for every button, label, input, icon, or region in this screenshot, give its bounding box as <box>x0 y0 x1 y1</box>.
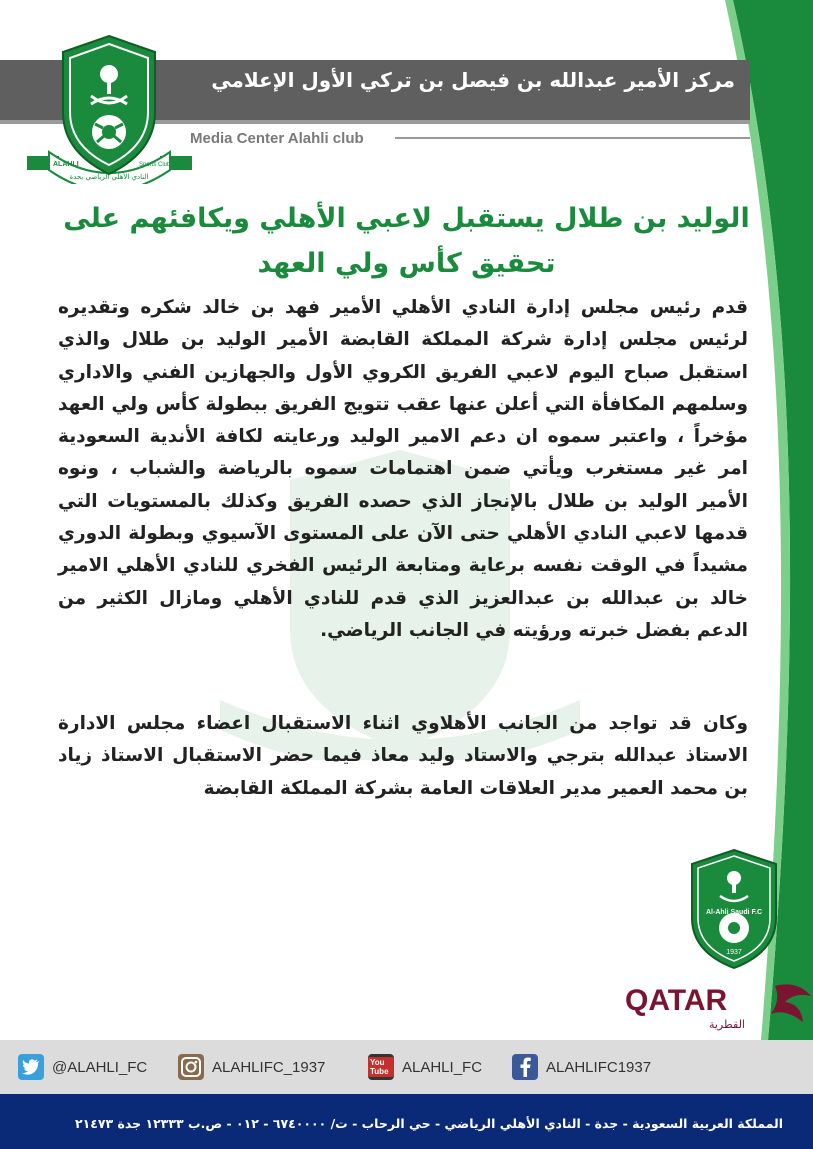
footer-address: المملكة العربية السعودية - جدة - النادي الأهلي الرياضي - حي الرحاب - ت/ ٦٧٤٠٠٠٠ - ٠١٢ - ص.ب ١٢٣٣٣ جدة ٢١٤٧٣ <box>75 1116 783 1131</box>
twitter-handle: @ALAHLI_FC <box>52 1058 148 1076</box>
crest-year: 1937 <box>726 949 742 956</box>
logo-text-left: ALAHLI <box>53 161 79 168</box>
social-twitter[interactable] <box>18 1054 147 1080</box>
twitter-icon <box>18 1054 44 1080</box>
crest-text: Al-Ahli Saudi F.C <box>706 909 762 916</box>
youtube-icon <box>368 1054 394 1080</box>
social-facebook[interactable] <box>512 1054 651 1080</box>
sponsor-sub: القطرية <box>708 1018 745 1031</box>
headline: الوليد بن طلال يستقبل لاعبي الأهلي ويكافئهم على تحقيق كأس ولي العهد <box>63 203 750 279</box>
body-paragraph-2: وكان قد تواجد من الجانب الأهلاوي اثناء الاستقبال اعضاء مجلس الادارة الاستاذ عبدالله بترجي والاستاد وليد معاذ فيما حضر الاستقبال الاستاذ زياد بن محمد العمير مدير العلاقات العامة بشركة المملكة القابضة <box>58 713 748 799</box>
sponsor-name: QATAR <box>625 984 728 1017</box>
alahli-club-logo <box>27 34 192 184</box>
instagram-icon <box>178 1054 204 1080</box>
social-youtube[interactable] <box>368 1054 482 1080</box>
header-subtitle: Media Center Alahli club <box>190 130 364 147</box>
logo-text-right: Sports Club <box>139 162 171 168</box>
youtube-handle: ALAHLI_FC <box>402 1058 483 1076</box>
facebook-icon <box>512 1054 538 1080</box>
header-title: مركز الأمير عبدالله بن فيصل بن تركي الأول الإعلامي <box>211 68 735 92</box>
instagram-handle: ALAHLIFC_1937 <box>212 1058 326 1076</box>
header-divider <box>395 137 750 139</box>
youtube-icon-text: You Tube <box>368 1057 394 1077</box>
alahli-saudi-fc-crest <box>688 848 780 970</box>
body-paragraph-1: قدم رئيس مجلس إدارة النادي الأهلي الأمير فهد بن خالد شكره وتقديره لرئيس مجلس إدارة شركة المملكة القابضة الأمير الوليد بن طلال والذي استقبل صباح اليوم لاعبي الفريق الكروي الأول والجهازين الفني والاداري وسلمهم المكافأة التي أعلن عنها عقب تتويج الفريق ببطولة كأس ولي العهد مؤخراً ، واعتبر سموه ان دعم الامير الوليد ورعايته لكافة الأندية السعودية امر غير مستغرب ويأتي ضمن اهتمامات سموه بالرياضة والشباب ، ونوه الأمير الوليد بن طلال بالإنجاز الذي حصده الفريق وكذلك بالمستويات التي قدمها لاعبي النادي الأهلي حتى الآن على المستوى الآسيوي وبطولة الدوري مشيداً في الوقت نفسه برعاية ومتابعة الرئيس الفخري للنادي الأهلي الامير خالد بن عبدالله بن عبدالعزيز الذي قدم للنادي الأهلي ومازال الكثير من الدعم بفضل خبرته ورؤيته في الجانب الرياضي. <box>58 297 748 641</box>
facebook-handle: ALAHLIFC1937 <box>546 1058 652 1076</box>
qatar-airways-logo <box>625 978 813 1034</box>
social-instagram[interactable] <box>178 1054 325 1080</box>
logo-text-ar: النادي الأهلي الرياضي بجدة <box>69 173 149 181</box>
